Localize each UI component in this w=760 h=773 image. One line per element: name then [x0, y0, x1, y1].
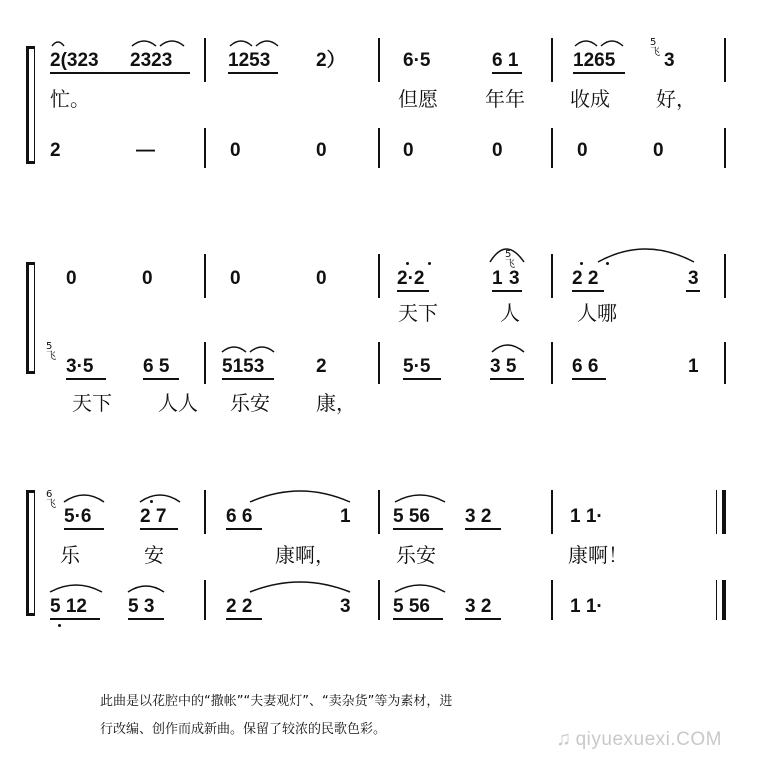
slur: [250, 582, 350, 592]
s2-v1-note: 0: [142, 268, 153, 289]
slur: [250, 347, 274, 352]
slur: [256, 41, 278, 46]
s1-v1-m4b: 3: [664, 50, 675, 71]
s3-lyric: 康啊，: [275, 543, 335, 567]
footnote-line-2: 行改编、创作而成新曲。保留了较浓的民歌色彩。: [100, 722, 387, 737]
s3-v2-note: 5 12: [50, 596, 87, 617]
slur: [50, 585, 102, 592]
s3-v2-note: 3 2: [465, 596, 492, 617]
s2-v2-lyric: 乐安: [230, 391, 270, 415]
s1-v2-note: 0: [492, 140, 503, 161]
s1-v2-note: 0: [653, 140, 664, 161]
s2-v2-note: 5153: [222, 356, 265, 377]
s1-v2-note: 0: [316, 140, 327, 161]
s2-lyric: 人哪: [577, 301, 617, 325]
s1-v1-m2a: 1253: [228, 50, 271, 71]
s1-v1-m2b: 2）: [316, 50, 346, 71]
s1-v2-note: 2: [50, 140, 61, 161]
slur: [230, 41, 252, 46]
s1-v2-note: 0: [230, 140, 241, 161]
s1-v2-note: 0: [577, 140, 588, 161]
slur: [132, 41, 156, 46]
s2-v1-note: 0: [66, 268, 77, 289]
slur: [575, 41, 597, 46]
s3-v1-note: 5·6: [64, 506, 92, 527]
s3-v2-note: 5 3: [128, 596, 155, 617]
s3-v2-note: 1 1·: [570, 596, 603, 617]
s2-v2-note: 1: [688, 356, 699, 377]
watermark-text: qiyuexuexi.COM: [575, 729, 722, 750]
s2-v2-lyric: 康，: [316, 391, 356, 415]
slur: [52, 42, 64, 46]
s3-grace-note: 6 飞: [46, 489, 56, 510]
s3-v1-note: 3 2: [465, 506, 492, 527]
s3-v1-note: 6 6: [226, 506, 253, 527]
s2-v2-note: 3·5: [66, 356, 94, 377]
watermark: [556, 728, 722, 751]
s1-v1-m1a: 2(323: [50, 50, 99, 71]
s2-v1-note: 3: [688, 268, 699, 289]
s2-v2-grace-note: 5 飞: [46, 341, 56, 362]
slur: [128, 586, 164, 592]
s3-v2-note: 3: [340, 596, 351, 617]
s2-v1-note: 0: [316, 268, 327, 289]
s3-lyric: 乐: [60, 543, 80, 567]
s2-lyric: 人: [500, 301, 520, 325]
s1-v1-m1b: 2323: [130, 50, 173, 71]
s2-lyric: 天下: [398, 301, 438, 325]
s3-lyric: 康啊！: [568, 543, 628, 567]
s1-v2-note: —: [136, 140, 155, 161]
slur: [598, 249, 694, 262]
s2-v1-note: 3: [509, 268, 520, 289]
s3-v1-note: 5 56: [393, 506, 430, 527]
s3-lyric: 乐安: [396, 543, 436, 567]
slur: [64, 495, 104, 502]
s3-v1-note: 1 1·: [570, 506, 603, 527]
music-note-icon: ♫: [556, 728, 572, 750]
s1-grace-note: 5 飞: [650, 37, 660, 58]
s3-v1-note: 1: [340, 506, 351, 527]
s2-v2-note: 2: [316, 356, 327, 377]
slur: [140, 495, 180, 502]
s2-v2-note: 6 5: [143, 356, 170, 377]
footnote-line-1: 此曲是以花腔中的“撒帐”“夫妻观灯”、“卖杂货”等为素材，进: [100, 694, 453, 709]
s2-v2-lyric: 天下: [72, 391, 112, 415]
s2-v2-lyric: 人人: [158, 391, 198, 415]
s1-lyric: 但愿: [398, 87, 438, 111]
s1-v1-m3a: 6·5: [403, 50, 431, 71]
s1-v2-note: 0: [403, 140, 414, 161]
s1-lyric: 年年: [485, 87, 525, 111]
s2-v1-note: 0: [230, 268, 241, 289]
s2-v1-note: 1: [492, 268, 503, 289]
s3-v2-note: 5 56: [393, 596, 430, 617]
s2-v2-note: 3 5: [490, 356, 517, 377]
slur: [160, 41, 184, 46]
s3-lyric: 安: [144, 543, 164, 567]
slur: [395, 585, 445, 592]
s1-lyric: 收成: [570, 87, 610, 111]
slur: [222, 347, 246, 352]
s2-grace-note: 5 飞: [505, 249, 515, 270]
s1-lyric: 好，: [656, 87, 696, 111]
s2-v1-note: 2 2: [572, 268, 599, 289]
slur: [395, 495, 445, 502]
s2-v2-note: 6 6: [572, 356, 599, 377]
s1-v1-m3b: 6 1: [492, 50, 519, 71]
s1-lyric: 忙。: [50, 87, 90, 111]
slur: [492, 345, 524, 352]
slur: [490, 249, 524, 262]
slur: [601, 41, 623, 46]
s3-v2-note: 2 2: [226, 596, 253, 617]
slur: [250, 491, 350, 502]
s2-v1-note: 2·2: [397, 268, 425, 289]
s1-v1-m4a: 1265: [573, 50, 616, 71]
s3-v1-note: 2 7: [140, 506, 167, 527]
s2-v2-note: 5·5: [403, 356, 431, 377]
